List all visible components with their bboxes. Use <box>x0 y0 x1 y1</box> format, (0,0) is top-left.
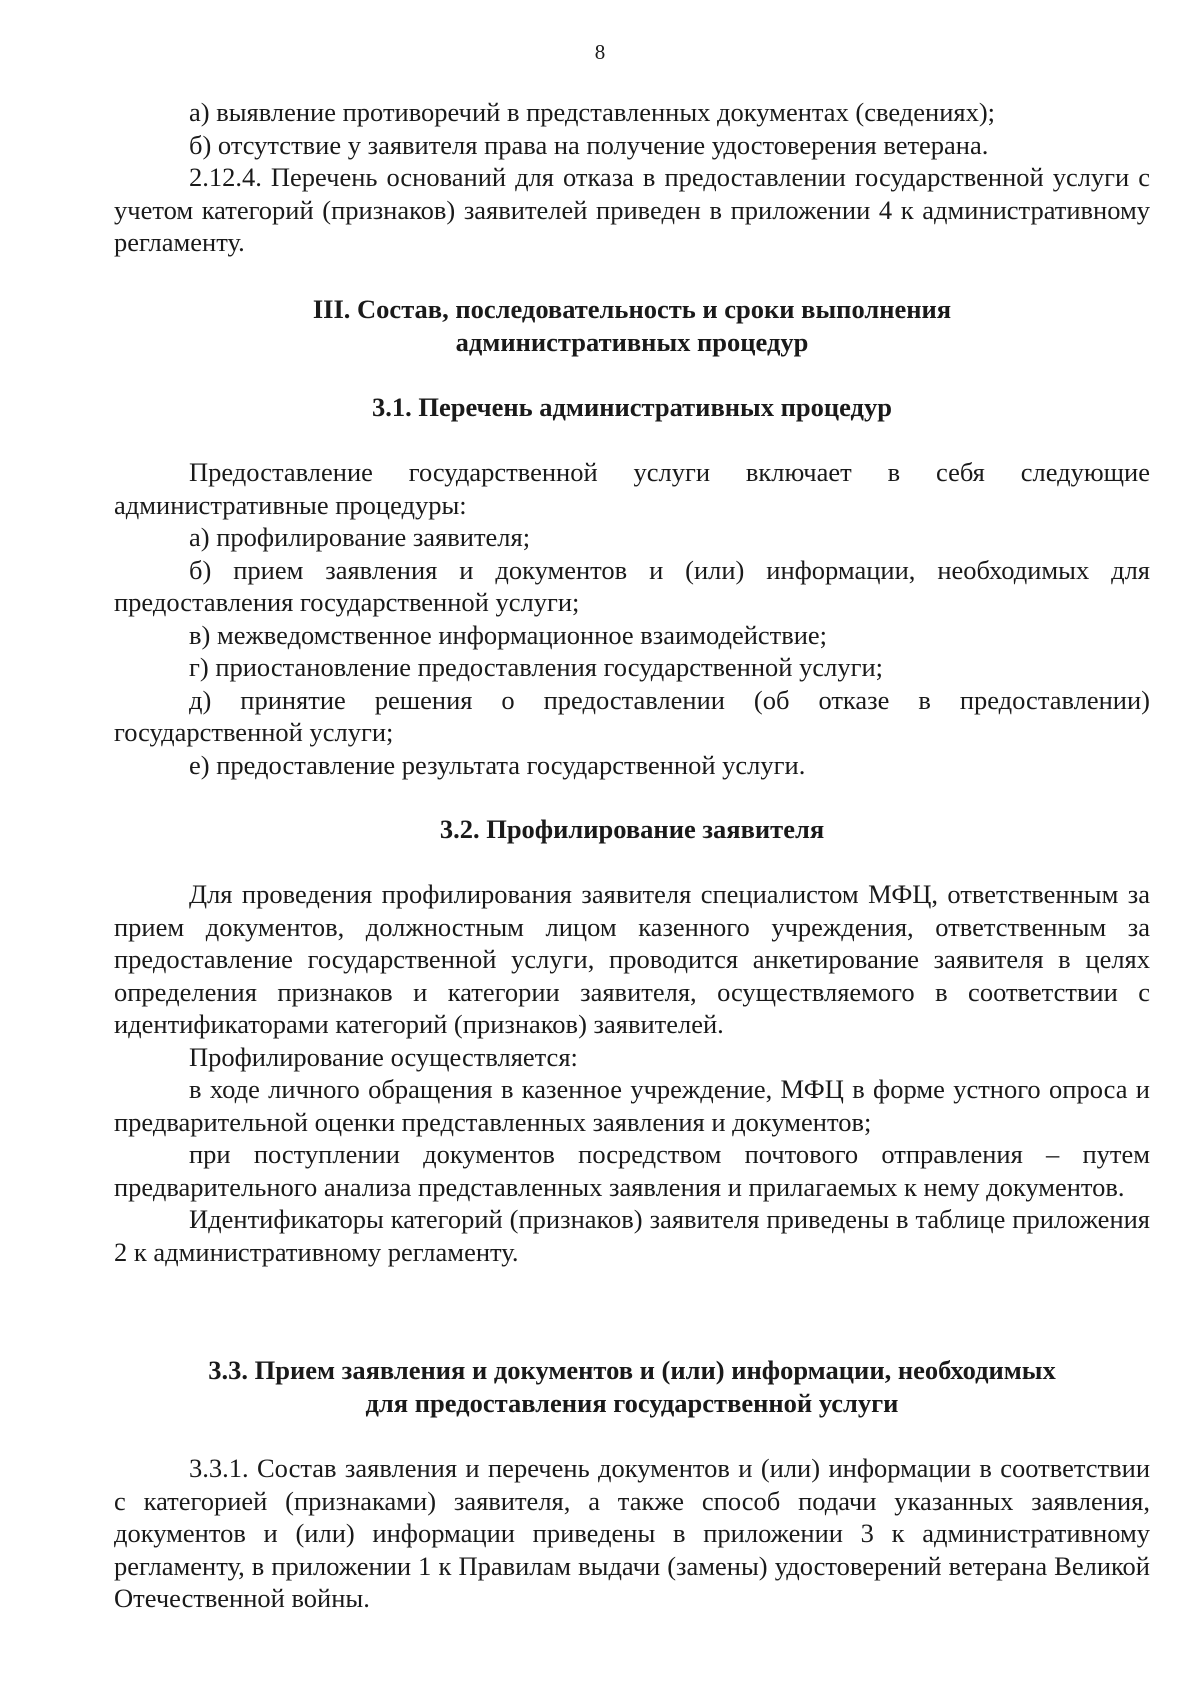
subsection-body <box>114 1452 1150 1615</box>
subsection-heading <box>114 1354 1150 1419</box>
paragraph: Идентификаторы категорий (признаков) заявителя приведены в таблице приложения 2 к административному регламенту. <box>114 1204 1150 1267</box>
list-item: д) принятие решения о предоставлении (об отказе в предоставлении) государственной услуги; <box>114 684 1150 747</box>
subsection-title-line: 3.3. Прием заявления и документов и (или) информации, необходимых <box>208 1355 1056 1385</box>
paragraph: 2.12.4. Перечень оснований для отказа в предоставлении государственной услуги с учетом категорий (признаков) заявителей приведен в приложении 4 к административному регламенту. <box>114 162 1150 257</box>
subsection-title: 3.1. Перечень административных процедур <box>372 392 892 422</box>
list-item: а) профилирование заявителя; <box>189 522 531 552</box>
list-item: г) приостановление предоставления государственной услуги; <box>189 652 883 682</box>
page-number: 8 <box>594 40 606 64</box>
paragraph: 3.3.1. Состав заявления и перечень документов и (или) информации в соответствии с категорией (признаками) заявителя, а также способ подачи указанных заявления, документов и (или) информации приведены в приложении 3 к административному регламенту, в приложении 1 к Правилам выдачи (замены) удостоверений ветерана Великой Отечественной войны. <box>114 1453 1150 1613</box>
list-item: е) предоставление результата государственной услуги. <box>189 749 806 780</box>
list-item: б) прием заявления и документов и (или) информации, необходимых для предоставления государственной услуги; <box>114 554 1150 617</box>
section-heading <box>114 293 1150 358</box>
subsection-title-line: для предоставления государственной услуги <box>365 1387 899 1418</box>
list-item: в) межведомственное информационное взаимодействие; <box>189 619 828 650</box>
paragraph: Предоставление государственной услуги включает в себя следующие административные процедуры: <box>114 457 1150 520</box>
paragraph: при поступлении документов посредством почтового отправления – путем предварительного анализа представленных заявления и прилагаемых к нему документов. <box>114 1139 1150 1202</box>
list-item: б) отсутствие у заявителя права на получение удостоверения ветерана. <box>189 129 989 160</box>
list-item: а) выявление противоречий в представленных документах (сведениях); <box>189 97 996 127</box>
paragraph: в ходе личного обращения в казенное учреждение, МФЦ в форме устного опроса и предварительной оценки представленных заявления и документов; <box>114 1074 1150 1137</box>
section-heading-line: III. Состав, последовательность и сроки выполнения <box>312 294 952 324</box>
subsection-body <box>114 456 1150 781</box>
paragraph: Профилирование осуществляется: <box>189 1041 578 1072</box>
subsection-heading <box>114 813 1150 846</box>
subsection-body <box>114 878 1150 1268</box>
intro-block <box>114 96 1150 259</box>
subsection-title: 3.2. Профилирование заявителя <box>439 814 825 844</box>
paragraph: Для проведения профилирования заявителя специалистом МФЦ, ответственным за прием документов, должностным лицом казенного учреждения, ответственным за предоставление государственной услуги, проводится анкетирование заявителя в целях определения признаков и категории заявителя, осуществляемого в соответствии с идентификаторами категорий (признаков) заявителей. <box>114 879 1150 1039</box>
section-heading-line: административных процедур <box>455 326 809 357</box>
subsection-heading <box>114 391 1150 424</box>
